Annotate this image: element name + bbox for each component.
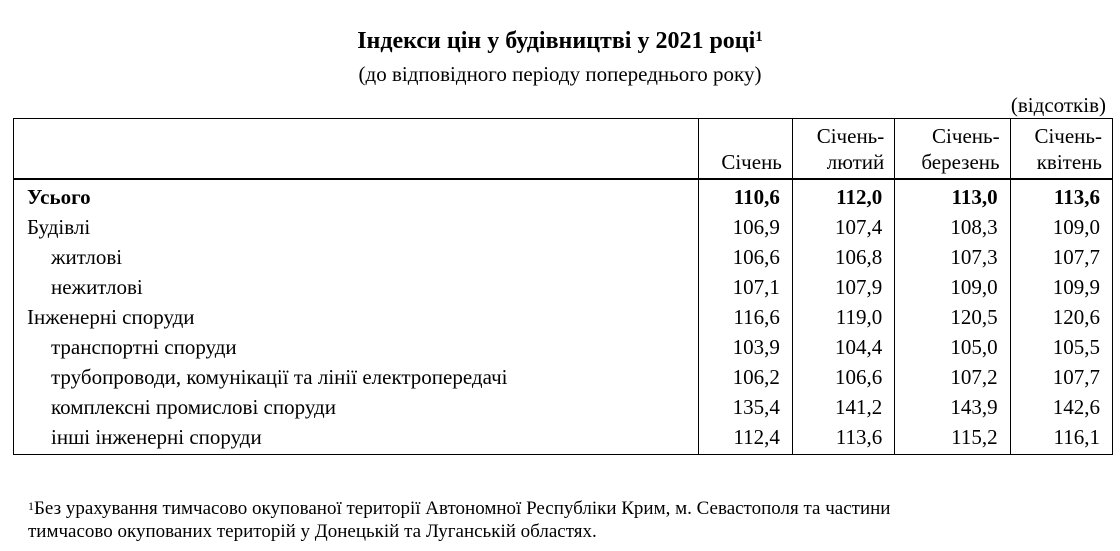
row-value: 120,6 bbox=[1010, 302, 1112, 332]
row-value: 106,2 bbox=[699, 362, 793, 392]
row-value: 116,1 bbox=[1010, 422, 1112, 455]
row-value: 107,7 bbox=[1010, 242, 1112, 272]
footnote-text-1: Без урахування тимчасово окупованої території Автономної Республіки Крим, м. Севастополя та частини bbox=[34, 498, 891, 519]
table-row bbox=[14, 422, 1113, 455]
row-value: 119,0 bbox=[792, 302, 894, 332]
row-value: 120,5 bbox=[895, 302, 1010, 332]
column-header-text: Січень- bbox=[1034, 124, 1102, 148]
row-value: 105,5 bbox=[1010, 332, 1112, 362]
row-value: 112,4 bbox=[699, 422, 793, 455]
title-text: Індекси цін у будівництві у 2021 році bbox=[357, 28, 756, 54]
row-value: 115,2 bbox=[895, 422, 1010, 455]
row-value: 106,6 bbox=[792, 362, 894, 392]
row-value: 135,4 bbox=[699, 392, 793, 422]
row-value: 103,9 bbox=[699, 332, 793, 362]
column-header-text: лютий bbox=[826, 150, 885, 174]
table-body bbox=[14, 179, 1113, 455]
column-header-text: Січень bbox=[721, 150, 782, 174]
row-value: 113,0 bbox=[895, 179, 1010, 212]
column-header-jan-feb bbox=[792, 119, 894, 180]
table-row bbox=[14, 302, 1113, 332]
row-value: 113,6 bbox=[1010, 179, 1112, 212]
table-header-row bbox=[14, 119, 1113, 180]
column-header-jan-mar bbox=[895, 119, 1010, 180]
page-title bbox=[0, 26, 1120, 56]
column-header-text: квітень bbox=[1036, 150, 1102, 174]
page-subtitle: (до відповідного періоду попереднього року) bbox=[358, 62, 762, 86]
column-header-text: березень bbox=[921, 150, 1000, 174]
table-row bbox=[14, 362, 1113, 392]
footnote-mark: 1 bbox=[28, 499, 34, 513]
row-value: 110,6 bbox=[699, 179, 793, 212]
row-value: 116,6 bbox=[699, 302, 793, 332]
footnote-line-1 bbox=[28, 497, 1088, 520]
footnote-line-2: тимчасово окупованих територій у Донецькій та Луганській областях. bbox=[28, 521, 597, 542]
row-label: трубопроводи, комунікації та лінії електропередачі bbox=[51, 365, 508, 389]
column-header-text: Січень- bbox=[816, 124, 885, 148]
column-header-jan bbox=[699, 119, 793, 180]
price-index-table bbox=[13, 118, 1113, 455]
table-row bbox=[14, 272, 1113, 302]
row-label: Усього bbox=[27, 185, 91, 209]
row-label: інші інженерні споруди bbox=[51, 425, 262, 449]
row-label: комплексні промислові споруди bbox=[51, 395, 336, 419]
units-label: (відсотків) bbox=[1010, 93, 1106, 117]
table-row bbox=[14, 392, 1113, 422]
table-row bbox=[14, 212, 1113, 242]
row-value: 112,0 bbox=[792, 179, 894, 212]
row-value: 107,7 bbox=[1010, 362, 1112, 392]
row-value: 107,1 bbox=[699, 272, 793, 302]
row-value: 141,2 bbox=[792, 392, 894, 422]
row-label: Інженерні споруди bbox=[27, 305, 195, 329]
row-value: 109,0 bbox=[1010, 212, 1112, 242]
row-value: 113,6 bbox=[792, 422, 894, 455]
row-value: 104,4 bbox=[792, 332, 894, 362]
row-value: 107,9 bbox=[792, 272, 894, 302]
table-row bbox=[14, 332, 1113, 362]
column-header-label bbox=[14, 119, 699, 180]
row-value: 142,6 bbox=[1010, 392, 1112, 422]
title-footnote-mark: 1 bbox=[755, 29, 763, 45]
table-row bbox=[14, 242, 1113, 272]
row-label: транспортні споруди bbox=[51, 335, 237, 359]
column-header-text: Січень- bbox=[932, 124, 1000, 148]
row-label: Будівлі bbox=[27, 215, 91, 239]
row-value: 105,0 bbox=[895, 332, 1010, 362]
row-value: 108,3 bbox=[895, 212, 1010, 242]
row-value: 143,9 bbox=[895, 392, 1010, 422]
row-value: 107,3 bbox=[895, 242, 1010, 272]
row-value: 106,6 bbox=[699, 242, 793, 272]
row-value: 107,4 bbox=[792, 212, 894, 242]
row-value: 107,2 bbox=[895, 362, 1010, 392]
column-header-jan-apr bbox=[1010, 119, 1112, 180]
row-value: 109,0 bbox=[895, 272, 1010, 302]
row-value: 109,9 bbox=[1010, 272, 1112, 302]
row-value: 106,8 bbox=[792, 242, 894, 272]
table-row bbox=[14, 179, 1113, 212]
footnote bbox=[28, 497, 1088, 543]
row-label: житлові bbox=[51, 245, 123, 269]
row-label: нежитлові bbox=[51, 275, 143, 299]
row-value: 106,9 bbox=[699, 212, 793, 242]
